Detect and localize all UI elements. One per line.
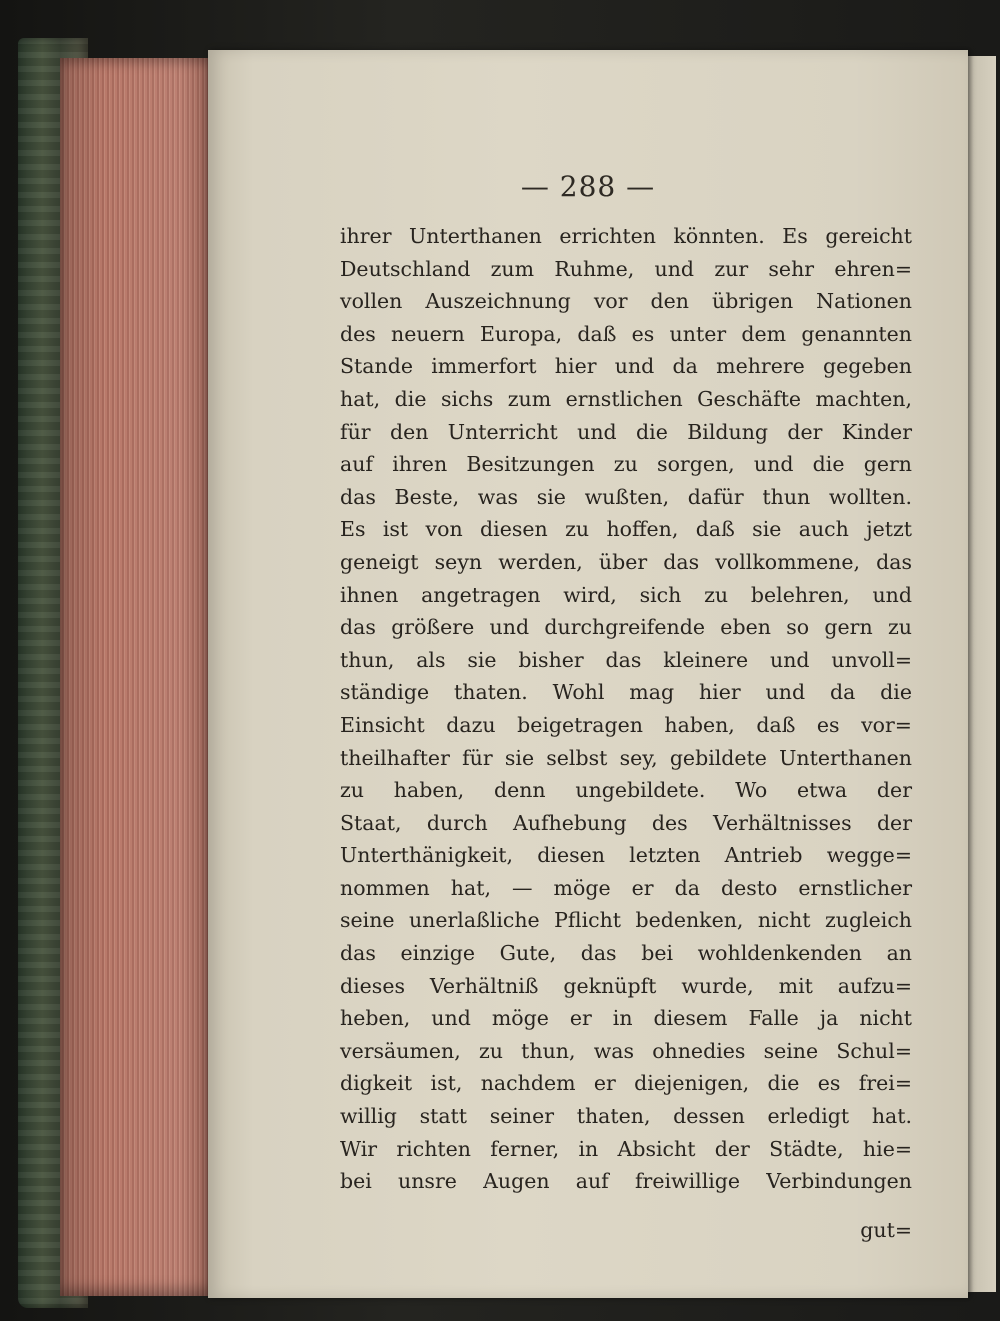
text-line: Deutschland zum Ruhme, und zur sehr ehren= [340, 256, 912, 281]
text-line: das größere und durchgreifende eben so gern zu [340, 615, 912, 640]
book-page [208, 50, 968, 1298]
text-line: Es ist von diesen zu hoffen, daß sie auch jetzt [340, 517, 912, 542]
text-line: Einsicht dazu beigetragen haben, daß es vor= [340, 712, 912, 737]
text-line: Wir richten ferner, in Absicht der Städte, hie= [340, 1136, 912, 1161]
catchword: gut= [860, 1218, 912, 1242]
text-line: Staat, durch Aufhebung des Verhältnisses der [340, 810, 912, 835]
text-line: des neuern Europa, daß es unter dem genannten [340, 321, 912, 346]
text-line: Unterthänigkeit, diesen letzten Antrieb wegge= [340, 843, 912, 868]
text-line: willig statt seiner thaten, dessen erledigt hat. [340, 1104, 912, 1129]
text-line: zu haben, denn ungebildete. Wo etwa der [340, 778, 912, 803]
text-line: heben, und möge er in diesem Falle ja nicht [340, 1006, 912, 1031]
text-line: bei unsre Augen auf freiwillige Verbindungen [340, 1169, 912, 1194]
text-line: Stande immerfort hier und da mehrere gegeben [340, 354, 912, 379]
text-line: ihrer Unterthanen errichten könnten. Es gereicht [340, 224, 912, 248]
text-line: digkeit ist, nachdem er diejenigen, die es frei= [340, 1071, 912, 1096]
text-line: thun, als sie bisher das kleinere und unvoll= [340, 647, 912, 672]
page-body-text [340, 220, 912, 1198]
text-line: hat, die sichs zum ernstlichen Geschäfte machten, [340, 386, 912, 411]
text-line: versäumen, zu thun, was ohnedies seine Schul= [340, 1038, 912, 1063]
text-line: seine unerlaßliche Pflicht bedenken, nicht zugleich [340, 908, 912, 933]
text-line: dieses Verhältniß geknüpft wurde, mit aufzu= [340, 973, 912, 998]
text-line: für den Unterricht und die Bildung der Kinder [340, 419, 912, 444]
text-line: theilhafter für sie selbst sey, gebildete Unterthanen [340, 745, 912, 770]
text-line: auf ihren Besitzungen zu sorgen, und die gern [340, 452, 912, 477]
text-line: vollen Auszeichnung vor den übrigen Nationen [340, 289, 912, 314]
text-line: ihnen angetragen wird, sich zu belehren, und [340, 582, 912, 607]
text-line: geneigt seyn werden, über das vollkommene, das [340, 549, 912, 574]
page-edges [60, 58, 210, 1296]
text-line: nommen hat, — möge er da desto ernstlicher [340, 875, 912, 900]
text-line: das einzige Gute, das bei wohldenkenden an [340, 941, 912, 966]
text-line: ständige thaten. Wohl mag hier und da die [340, 680, 912, 705]
page-number-header: — 288 — [520, 170, 656, 203]
text-line: das Beste, was sie wußten, dafür thun wollten. [340, 484, 912, 509]
